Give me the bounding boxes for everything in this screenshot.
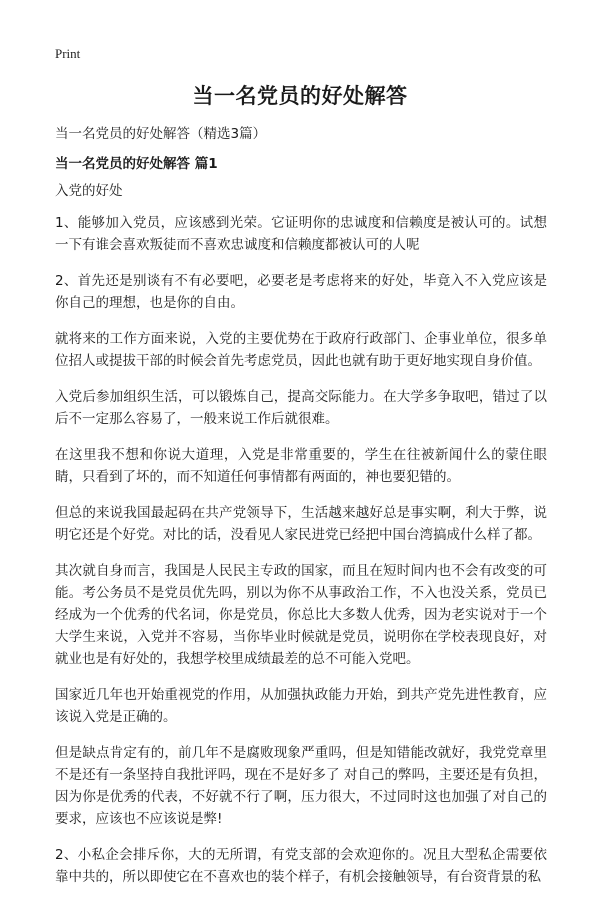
document-title: 当一名党员的好处解答 (192, 84, 408, 108)
paragraph-7: 其次就自身而言，我国是人民民主专政的国家，而且在短时间内也不会有改变的可能。考公务员不是党员优先吗，别以为你不从事政治工作，不入也没关系，党员已经成为一个优秀的代名词，你是党员，你总比大多数人优秀，因为老实说对于一个大学生来说，入党并不容易，当你毕业时候就是党员，说明你在学校表现良好，对就业也是有好处的，我想学校里成绩最差的总不可能入党吧。 (55, 563, 547, 667)
paragraph-2: 2、首先还是别谈有不有必要吧，必要老是考虑将来的好处，毕竟入不入党应该是你自己的理想，也是你的自由。 (55, 273, 547, 311)
intro-heading: 入党的好处 (55, 183, 123, 199)
paragraph-6: 但总的来说我国最起码在共产党领导下，生活越来越好总是事实啊，利大于弊，说明它还是个好党。对比的话，没看见人家民进党已经把中国台湾搞成什么样了都。 (55, 505, 547, 543)
paragraph-3: 就将来的工作方面来说，入党的主要优势在于政府行政部门、企事业单位，很多单位招人或提拔干部的时候会首先考虑党员，因此也就有助于更好地实现自身价值。 (55, 331, 547, 369)
paragraph-4: 入党后参加组织生活，可以锻炼自己，提高交际能力。在大学多争取吧，错过了以后不一定那么容易了，一般来说工作后就很难。 (55, 389, 547, 427)
paragraph-9: 但是缺点肯定有的，前几年不是腐败现象严重吗，但是知错能改就好，我党党章里不是还有一条坚持自我批评吗，现在不是好多了 对自己的弊吗，主要还是有负担，因为你是优秀的代表，不好就不行了啊，压力很大，不过同时这也加强了对自己的要求，应该也不应该说是弊! (55, 745, 547, 827)
paragraph-5: 在这里我不想和你说大道理，入党是非常重要的，学生在往被新闻什么的蒙住眼睛，只看到了坏的，而不知道任何事情都有两面的，神也要犯错的。 (55, 447, 547, 485)
section-heading: 当一名党员的好处解答 篇1 (55, 156, 218, 172)
paragraph-8: 国家近几年也开始重视党的作用，从加强执政能力开始，到共产党先进性教育，应该说入党是正确的。 (55, 687, 547, 725)
document-body (55, 180, 547, 902)
paragraph-1: 1、能够加入党员，应该感到光荣。它证明你的忠诚度和信赖度是被认可的。试想一下有谁会喜欢叛徒而不喜欢忠诚度和信赖度都被认可的人呢 (55, 215, 547, 253)
document-subtitle: 当一名党员的好处解答（精选3篇） (55, 126, 267, 142)
print-label: Print (55, 46, 81, 61)
paragraph-10: 2、小私企会排斥你，大的无所谓，有党支部的会欢迎你的。况且大型私企需要依靠中共的，所以即使它在不喜欢也的装个样子，有机会接触领导，有台资背景的私 (55, 847, 547, 885)
